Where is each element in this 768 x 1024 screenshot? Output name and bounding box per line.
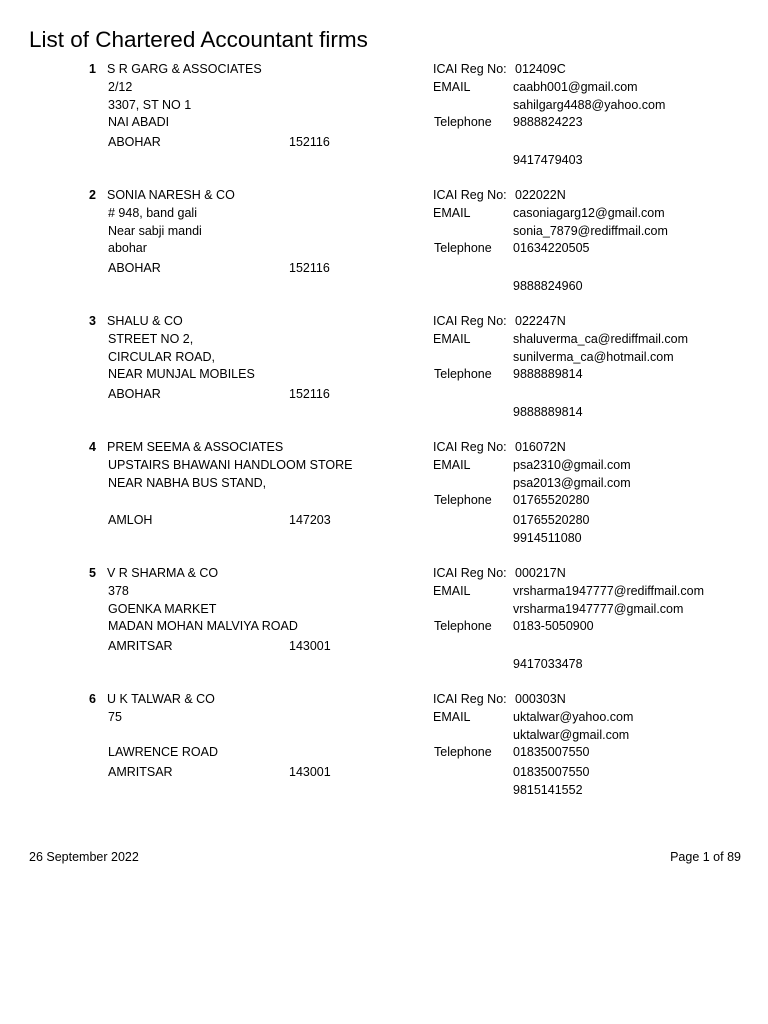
firm-entry [0, 61, 768, 181]
phone-number: 0183-5050900 [513, 619, 594, 633]
firm-entry [0, 439, 768, 559]
reg-number: 000303N [515, 692, 566, 706]
telephone-label: Telephone [434, 367, 492, 381]
phone-number: 9888824960 [513, 279, 583, 293]
reg-number: 000217N [515, 566, 566, 580]
reg-label: ICAI Reg No: [433, 188, 507, 202]
firm-number: 2 [89, 188, 96, 202]
address-line: NEAR NABHA BUS STAND, [108, 476, 267, 490]
telephone-label: Telephone [434, 241, 492, 255]
firm-city: AMRITSAR [108, 765, 173, 779]
address-line: 378 [108, 584, 129, 598]
address-line: CIRCULAR ROAD, [108, 350, 215, 364]
reg-label: ICAI Reg No: [433, 566, 507, 580]
telephone-label: Telephone [434, 745, 492, 759]
reg-number: 022022N [515, 188, 566, 202]
address-line: Near sabji mandi [108, 224, 202, 238]
email-address[interactable]: uktalwar@yahoo.com [513, 710, 634, 724]
firm-city: AMLOH [108, 513, 153, 527]
firm-name: V R SHARMA & CO [107, 566, 219, 580]
firm-city: AMRITSAR [108, 639, 173, 653]
email-address[interactable]: sonia_7879@rediffmail.com [513, 224, 668, 238]
address-line: NEAR MUNJAL MOBILES [108, 367, 255, 381]
firm-pin: 143001 [289, 639, 331, 653]
phone-number: 9815141552 [513, 783, 583, 797]
phone-number: 9888824223 [513, 115, 583, 129]
firm-pin: 147203 [289, 513, 331, 527]
email-address[interactable]: caabh001@gmail.com [513, 80, 638, 94]
address-line: # 948, band gali [108, 206, 197, 220]
footer-page-number: Page 1 of 89 [670, 850, 741, 864]
phone-number: 9888889814 [513, 367, 583, 381]
phone-number: 01765520280 [513, 493, 590, 507]
phone-number: 01765520280 [513, 513, 590, 527]
firm-city: ABOHAR [108, 387, 161, 401]
address-line: 75 [108, 710, 122, 724]
reg-number: 022247N [515, 314, 566, 328]
phone-number: 9914511080 [513, 531, 582, 545]
firm-number: 5 [89, 566, 96, 580]
email-address[interactable]: shaluverma_ca@rediffmail.com [513, 332, 689, 346]
email-address[interactable]: uktalwar@gmail.com [513, 728, 630, 742]
reg-label: ICAI Reg No: [433, 692, 507, 706]
firm-number: 3 [89, 314, 96, 328]
firm-name: U K TALWAR & CO [107, 692, 215, 706]
address-line: STREET NO 2, [108, 332, 194, 346]
email-label: EMAIL [433, 332, 471, 346]
address-line: UPSTAIRS BHAWANI HANDLOOM STORE [108, 458, 353, 472]
address-line: 2/12 [108, 80, 133, 94]
firm-entry [0, 313, 768, 433]
firm-name: S R GARG & ASSOCIATES [107, 62, 262, 76]
email-address[interactable]: vrsharma1947777@gmail.com [513, 602, 684, 616]
firm-entry [0, 691, 768, 811]
firm-number: 4 [89, 440, 96, 454]
phone-number: 01835007550 [513, 745, 590, 759]
address-line: abohar [108, 241, 147, 255]
firm-pin: 152116 [289, 387, 330, 401]
address-line: 3307, ST NO 1 [108, 98, 192, 112]
phone-number: 9888889814 [513, 405, 583, 419]
email-label: EMAIL [433, 710, 471, 724]
firm-entry [0, 187, 768, 307]
telephone-label: Telephone [434, 619, 492, 633]
address-line: NAI ABADI [108, 115, 170, 129]
reg-label: ICAI Reg No: [433, 314, 507, 328]
email-address[interactable]: psa2013@gmail.com [513, 476, 631, 490]
firm-number: 6 [89, 692, 96, 706]
address-line: LAWRENCE ROAD [108, 745, 218, 759]
firm-name: PREM SEEMA & ASSOCIATES [107, 440, 284, 454]
firm-name: SHALU & CO [107, 314, 183, 328]
firm-city: ABOHAR [108, 135, 161, 149]
firm-entry [0, 565, 768, 685]
firm-pin: 143001 [289, 765, 331, 779]
phone-number: 9417033478 [513, 657, 583, 671]
email-label: EMAIL [433, 458, 471, 472]
telephone-label: Telephone [434, 115, 492, 129]
firm-pin: 152116 [289, 135, 330, 149]
reg-number: 012409C [515, 62, 566, 76]
email-address[interactable]: sahilgarg4488@yahoo.com [513, 98, 666, 112]
reg-label: ICAI Reg No: [433, 62, 507, 76]
footer-date: 26 September 2022 [29, 850, 139, 864]
phone-number: 01634220505 [513, 241, 590, 255]
phone-number: 9417479403 [513, 153, 583, 167]
firm-city: ABOHAR [108, 261, 161, 275]
email-label: EMAIL [433, 80, 471, 94]
email-label: EMAIL [433, 206, 471, 220]
email-label: EMAIL [433, 584, 471, 598]
email-address[interactable]: casoniagarg12@gmail.com [513, 206, 665, 220]
page-title: List of Chartered Accountant firms [29, 27, 368, 52]
reg-number: 016072N [515, 440, 566, 454]
address-line: MADAN MOHAN MALVIYA ROAD [108, 619, 298, 633]
reg-label: ICAI Reg No: [433, 440, 507, 454]
firm-pin: 152116 [289, 261, 330, 275]
phone-number: 01835007550 [513, 765, 590, 779]
telephone-label: Telephone [434, 493, 492, 507]
firm-number: 1 [89, 62, 96, 76]
email-address[interactable]: sunilverma_ca@hotmail.com [513, 350, 674, 364]
address-line: GOENKA MARKET [108, 602, 217, 616]
email-address[interactable]: psa2310@gmail.com [513, 458, 631, 472]
firm-name: SONIA NARESH & CO [107, 188, 235, 202]
email-address[interactable]: vrsharma1947777@rediffmail.com [513, 584, 705, 598]
